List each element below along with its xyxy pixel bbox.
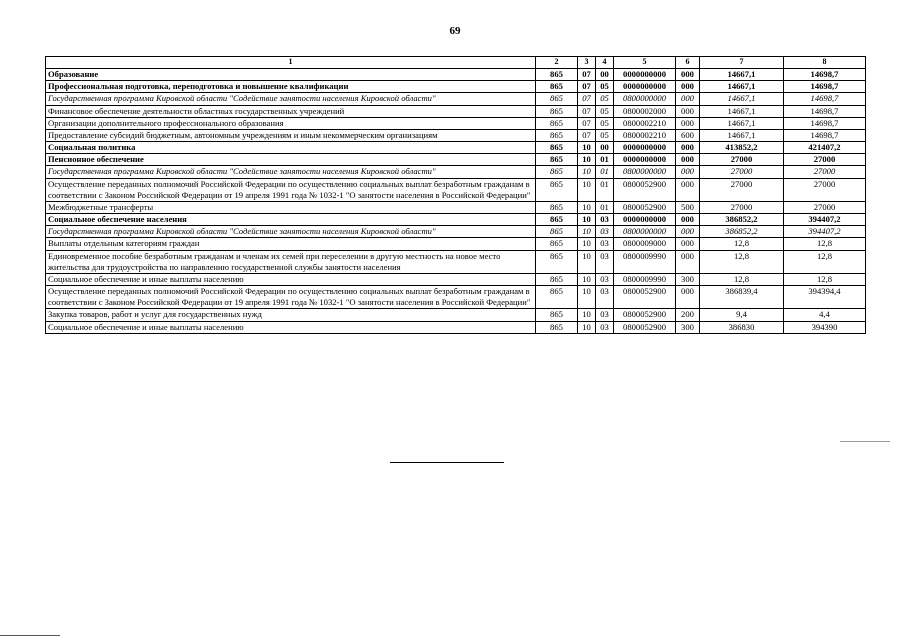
header-cell: 8: [784, 57, 866, 69]
target-article-cell: 0800052900: [614, 201, 676, 213]
item-name-cell: Финансовое обеспечение деятельности областных государственных учреждений: [46, 105, 536, 117]
item-name-cell: Единовременное пособие безработным гражданам и членам их семей при переселении в другую местность на новое место жительства для трудоустройства по направлению государственной службы занятости населения: [46, 250, 536, 273]
amount-year1-cell: 14667,1: [700, 117, 784, 129]
table-row: [46, 273, 866, 285]
subsection-code-cell: 05: [596, 129, 614, 141]
header-cell: 6: [676, 57, 700, 69]
subsection-code-cell: 00: [596, 142, 614, 154]
amount-year2-cell: 27000: [784, 201, 866, 213]
expense-type-cell: 000: [676, 214, 700, 226]
amount-year2-cell: 4,4: [784, 309, 866, 321]
target-article-cell: 0800009990: [614, 273, 676, 285]
item-name-cell: Социальное обеспечение населения: [46, 214, 536, 226]
table-row: [46, 166, 866, 178]
target-article-cell: 0800000000: [614, 226, 676, 238]
subsection-code-cell: 01: [596, 154, 614, 166]
amount-year2-cell: 12,8: [784, 238, 866, 250]
amount-year1-cell: 12,8: [700, 238, 784, 250]
item-name-cell: Выплаты отдельным категориям граждан: [46, 238, 536, 250]
ministry-code-cell: 865: [536, 178, 578, 201]
expense-type-cell: 000: [676, 93, 700, 105]
header-cell: 2: [536, 57, 578, 69]
target-article-cell: 0800009990: [614, 250, 676, 273]
ministry-code-cell: 865: [536, 93, 578, 105]
table-body: [46, 57, 866, 334]
item-name-cell: Пенсионное обеспечение: [46, 154, 536, 166]
subsection-code-cell: 05: [596, 117, 614, 129]
amount-year1-cell: 386852,2: [700, 214, 784, 226]
ministry-code-cell: 865: [536, 105, 578, 117]
section-code-cell: 10: [578, 286, 596, 309]
table-row: [46, 154, 866, 166]
ministry-code-cell: 865: [536, 81, 578, 93]
amount-year1-cell: 386830: [700, 321, 784, 333]
item-name-cell: Осуществление переданных полномочий Российской Федерации по осуществлению социальных выплат безработным гражданам в соответствии с Законом Российской Федерации от 19 апреля 1991 года № 1032-1 "О занятости населения в Российской Федерации": [46, 286, 536, 309]
ministry-code-cell: 865: [536, 166, 578, 178]
amount-year2-cell: 394407,2: [784, 214, 866, 226]
amount-year2-cell: 14698,7: [784, 117, 866, 129]
table-row: [46, 142, 866, 154]
table-row: [46, 250, 866, 273]
target-article-cell: 0800052900: [614, 321, 676, 333]
budget-table: [45, 56, 866, 334]
table-header-row: [46, 57, 866, 69]
subsection-code-cell: 05: [596, 105, 614, 117]
table-row: [46, 117, 866, 129]
expense-type-cell: 000: [676, 178, 700, 201]
expense-type-cell: 000: [676, 238, 700, 250]
amount-year1-cell: 413852,2: [700, 142, 784, 154]
subsection-code-cell: 03: [596, 273, 614, 285]
table-row: [46, 286, 866, 309]
amount-year2-cell: 394394,4: [784, 286, 866, 309]
table-row: [46, 178, 866, 201]
amount-year2-cell: 394390: [784, 321, 866, 333]
target-article-cell: 0800052900: [614, 286, 676, 309]
amount-year1-cell: 27000: [700, 201, 784, 213]
section-code-cell: 10: [578, 321, 596, 333]
target-article-cell: 0800000000: [614, 166, 676, 178]
item-name-cell: Осуществление переданных полномочий Российской Федерации по осуществлению социальных выплат безработным гражданам в соответствии с Законом Российской Федерации от 19 апреля 1991 года № 1032-1 "О занятости населения в Российской Федерации": [46, 178, 536, 201]
section-code-cell: 10: [578, 238, 596, 250]
item-name-cell: Профессиональная подготовка, переподготовка и повышение квалификации: [46, 81, 536, 93]
ministry-code-cell: 865: [536, 214, 578, 226]
amount-year1-cell: 9,4: [700, 309, 784, 321]
subsection-code-cell: 01: [596, 166, 614, 178]
expense-type-cell: 000: [676, 105, 700, 117]
page-number: 69: [449, 25, 461, 37]
amount-year2-cell: 12,8: [784, 273, 866, 285]
expense-type-cell: 600: [676, 129, 700, 141]
table-row: [46, 226, 866, 238]
table-row: [46, 129, 866, 141]
ministry-code-cell: 865: [536, 226, 578, 238]
expense-type-cell: 000: [676, 81, 700, 93]
amount-year2-cell: 27000: [784, 166, 866, 178]
amount-year2-cell: 14698,7: [784, 129, 866, 141]
amount-year1-cell: 12,8: [700, 250, 784, 273]
expense-type-cell: 500: [676, 201, 700, 213]
item-name-cell: Социальная политика: [46, 142, 536, 154]
table-row: [46, 309, 866, 321]
amount-year2-cell: 27000: [784, 178, 866, 201]
amount-year2-cell: 14698,7: [784, 81, 866, 93]
section-code-cell: 10: [578, 178, 596, 201]
ministry-code-cell: 865: [536, 309, 578, 321]
item-name-cell: Закупка товаров, работ и услуг для государственных нужд: [46, 309, 536, 321]
section-code-cell: 10: [578, 142, 596, 154]
subsection-code-cell: 03: [596, 226, 614, 238]
section-code-cell: 07: [578, 93, 596, 105]
ministry-code-cell: 865: [536, 321, 578, 333]
target-article-cell: 0800009000: [614, 238, 676, 250]
target-article-cell: 0000000000: [614, 142, 676, 154]
amount-year1-cell: 27000: [700, 166, 784, 178]
expense-type-cell: 000: [676, 69, 700, 81]
table-row: [46, 93, 866, 105]
amount-year1-cell: 27000: [700, 178, 784, 201]
subsection-code-cell: 03: [596, 250, 614, 273]
target-article-cell: 0800002000: [614, 105, 676, 117]
section-code-cell: 10: [578, 309, 596, 321]
ministry-code-cell: 865: [536, 154, 578, 166]
amount-year1-cell: 27000: [700, 154, 784, 166]
table-row: [46, 81, 866, 93]
subsection-code-cell: 03: [596, 238, 614, 250]
amount-year1-cell: 14667,1: [700, 93, 784, 105]
ministry-code-cell: 865: [536, 117, 578, 129]
section-code-cell: 07: [578, 117, 596, 129]
subsection-code-cell: 05: [596, 93, 614, 105]
item-name-cell: Государственная программа Кировской области "Содействие занятости населения Кировской области": [46, 226, 536, 238]
scan-artifact-line: [0, 635, 60, 636]
item-name-cell: Организации дополнительного профессионального образования: [46, 117, 536, 129]
target-article-cell: 0000000000: [614, 81, 676, 93]
expense-type-cell: 300: [676, 273, 700, 285]
subsection-code-cell: 03: [596, 321, 614, 333]
target-article-cell: 0800002210: [614, 117, 676, 129]
item-name-cell: Межбюджетные трансферты: [46, 201, 536, 213]
expense-type-cell: 000: [676, 142, 700, 154]
amount-year2-cell: 12,8: [784, 250, 866, 273]
section-code-cell: 07: [578, 129, 596, 141]
expense-type-cell: 000: [676, 166, 700, 178]
expense-type-cell: 000: [676, 286, 700, 309]
subsection-code-cell: 00: [596, 69, 614, 81]
target-article-cell: 0800052900: [614, 178, 676, 201]
header-cell: 1: [46, 57, 536, 69]
amount-year2-cell: 394407,2: [784, 226, 866, 238]
subsection-code-cell: 03: [596, 214, 614, 226]
footer-rule: [390, 462, 504, 463]
expense-type-cell: 000: [676, 250, 700, 273]
amount-year1-cell: 386839,4: [700, 286, 784, 309]
target-article-cell: 0000000000: [614, 214, 676, 226]
expense-type-cell: 200: [676, 309, 700, 321]
target-article-cell: 0800002210: [614, 129, 676, 141]
expense-type-cell: 000: [676, 117, 700, 129]
expense-type-cell: 000: [676, 154, 700, 166]
target-article-cell: 0000000000: [614, 154, 676, 166]
amount-year2-cell: 14698,7: [784, 69, 866, 81]
ministry-code-cell: 865: [536, 201, 578, 213]
header-cell: 7: [700, 57, 784, 69]
target-article-cell: 0800000000: [614, 93, 676, 105]
item-name-cell: Государственная программа Кировской области "Содействие занятости населения Кировской области": [46, 93, 536, 105]
amount-year2-cell: 14698,7: [784, 93, 866, 105]
ministry-code-cell: 865: [536, 286, 578, 309]
subsection-code-cell: 01: [596, 201, 614, 213]
header-cell: 3: [578, 57, 596, 69]
table-row: [46, 69, 866, 81]
ministry-code-cell: 865: [536, 250, 578, 273]
section-code-cell: 07: [578, 69, 596, 81]
subsection-code-cell: 03: [596, 309, 614, 321]
ministry-code-cell: 865: [536, 129, 578, 141]
ministry-code-cell: 865: [536, 69, 578, 81]
amount-year1-cell: 14667,1: [700, 81, 784, 93]
table-row: [46, 238, 866, 250]
section-code-cell: 10: [578, 154, 596, 166]
subsection-code-cell: 03: [596, 286, 614, 309]
item-name-cell: Образование: [46, 69, 536, 81]
table-row: [46, 201, 866, 213]
item-name-cell: Социальное обеспечение и иные выплаты населению: [46, 321, 536, 333]
section-code-cell: 07: [578, 81, 596, 93]
target-article-cell: 0800052900: [614, 309, 676, 321]
section-code-cell: 10: [578, 250, 596, 273]
header-cell: 5: [614, 57, 676, 69]
section-code-cell: 10: [578, 166, 596, 178]
amount-year1-cell: 14667,1: [700, 129, 784, 141]
expense-type-cell: 000: [676, 226, 700, 238]
section-code-cell: 10: [578, 273, 596, 285]
amount-year2-cell: 27000: [784, 154, 866, 166]
subsection-code-cell: 05: [596, 81, 614, 93]
table-row: [46, 214, 866, 226]
amount-year1-cell: 14667,1: [700, 105, 784, 117]
expense-type-cell: 300: [676, 321, 700, 333]
ministry-code-cell: 865: [536, 273, 578, 285]
header-cell: 4: [596, 57, 614, 69]
section-code-cell: 10: [578, 201, 596, 213]
amount-year1-cell: 386852,2: [700, 226, 784, 238]
item-name-cell: Государственная программа Кировской области "Содействие занятости населения Кировской области": [46, 166, 536, 178]
table-row: [46, 321, 866, 333]
section-code-cell: 10: [578, 226, 596, 238]
item-name-cell: Социальное обеспечение и иные выплаты населению: [46, 273, 536, 285]
amount-year2-cell: 421407,2: [784, 142, 866, 154]
scan-artifact-line: [840, 441, 890, 442]
ministry-code-cell: 865: [536, 238, 578, 250]
item-name-cell: Предоставление субсидий бюджетным, автономным учреждениям и иным некоммерческим организациям: [46, 129, 536, 141]
target-article-cell: 0000000000: [614, 69, 676, 81]
amount-year2-cell: 14698,7: [784, 105, 866, 117]
section-code-cell: 07: [578, 105, 596, 117]
amount-year1-cell: 12,8: [700, 273, 784, 285]
ministry-code-cell: 865: [536, 142, 578, 154]
amount-year1-cell: 14667,1: [700, 69, 784, 81]
table-row: [46, 105, 866, 117]
subsection-code-cell: 01: [596, 178, 614, 201]
section-code-cell: 10: [578, 214, 596, 226]
